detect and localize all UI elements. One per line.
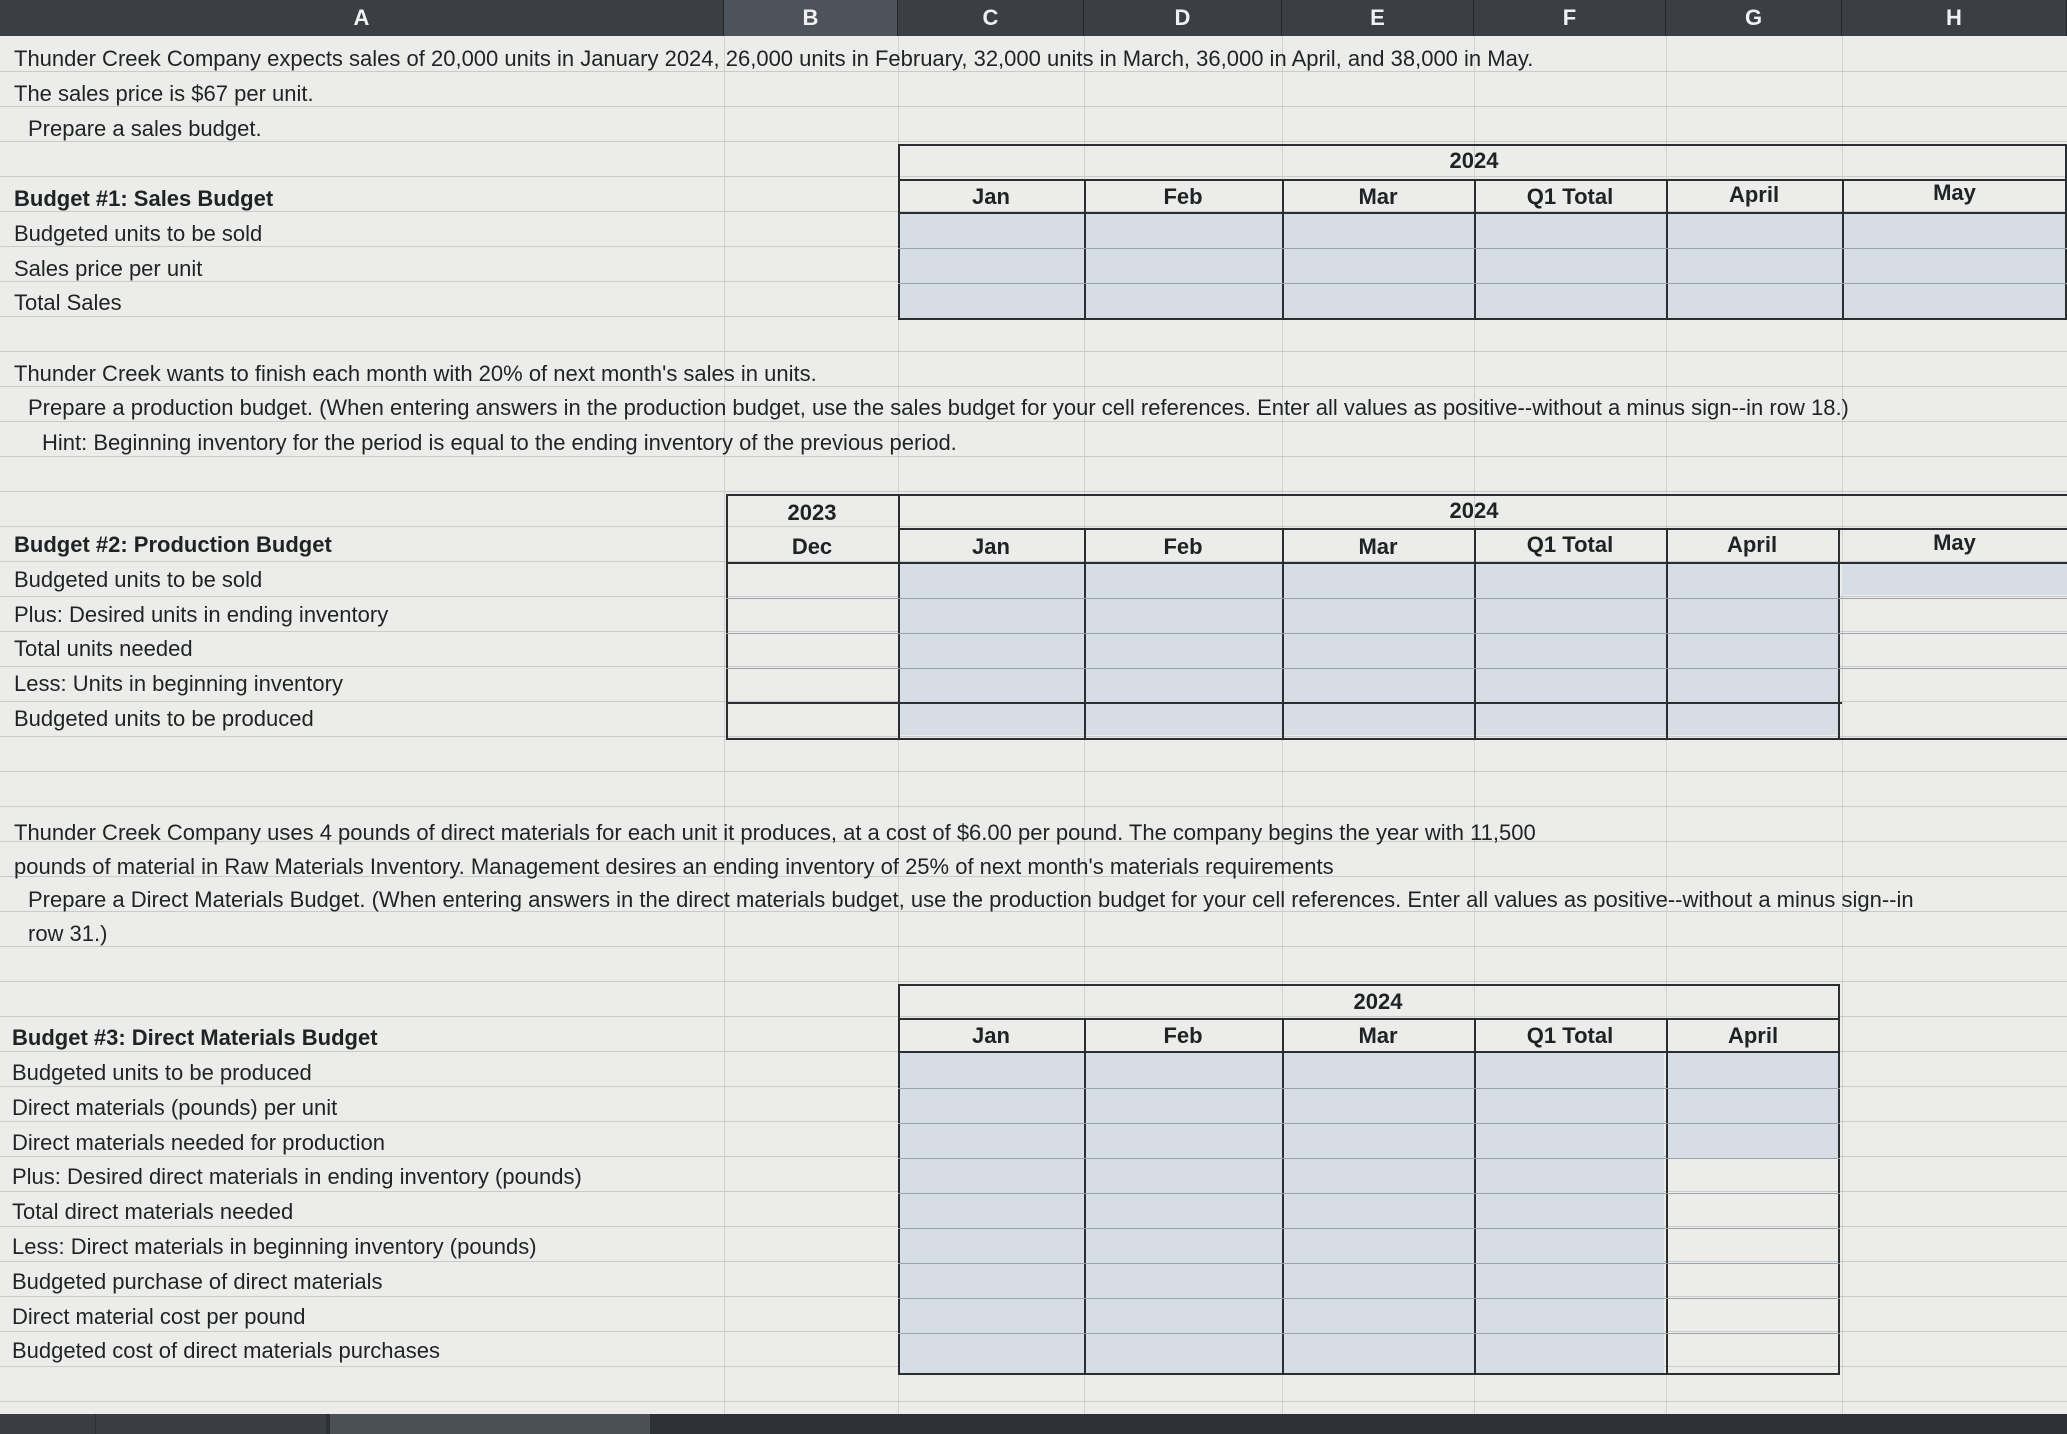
materials-col-mar: Mar (1358, 1023, 1398, 1048)
sales-col-april: April (1728, 182, 1780, 207)
column-header-e[interactable]: E (1282, 0, 1474, 36)
column-header-h[interactable]: H (1842, 0, 2067, 36)
sheet-tab-bar (0, 1414, 2067, 1434)
materials-intro-line2: pounds of material in Raw Materials Inventory. Management desires an ending inventory of 25% of next month's materials requirements (14, 854, 1334, 879)
production-intro-instruction: Prepare a production budget. (When entering answers in the production budget, use the sales budget for your cell references. Enter all values as positive--without a minus sign--in row 18.) (28, 395, 1849, 420)
production-row-ending-inventory: Plus: Desired units in ending inventory (14, 602, 389, 627)
production-intro-hint: Hint: Beginning inventory for the period is equal to the ending inventory of the previous period. (42, 430, 957, 455)
column-header-a[interactable]: A (0, 0, 724, 36)
production-col-q1-total: Q1 Total (1526, 532, 1614, 557)
sheet-tab-2[interactable] (96, 1414, 326, 1434)
materials-intro-instruction: Prepare a Direct Materials Budget. (When entering answers in the direct materials budget, use the production budget for your cell references. Enter all values as positive--without a minus sign--in (28, 887, 1914, 912)
materials-col-feb: Feb (1163, 1023, 1203, 1048)
materials-row-total-needed: Total direct materials needed (12, 1199, 294, 1224)
production-col-feb: Feb (1163, 534, 1203, 559)
column-header-f[interactable]: F (1474, 0, 1666, 36)
materials-intro-line1: Thunder Creek Company uses 4 pounds of direct materials for each unit it produces, at a cost of $6.00 per pound. The company begins the year with 11,500 (14, 820, 1536, 845)
materials-row-beginning-inventory: Less: Direct materials in beginning inventory (pounds) (12, 1234, 537, 1259)
sales-col-may: May (1933, 180, 1976, 205)
sales-intro-line2: The sales price is $67 per unit. (14, 81, 314, 106)
sales-row-price: Sales price per unit (14, 256, 203, 281)
materials-row-cost-of-purchases: Budgeted cost of direct materials purchases (12, 1338, 441, 1363)
sales-row-total: Total Sales (14, 290, 122, 315)
sales-intro-line1: Thunder Creek Company expects sales of 20,000 units in January 2024, 26,000 units in February, 32,000 units in March, 36,000 in April, and 38,000 in May. (14, 46, 1534, 71)
production-col-april: April (1726, 532, 1778, 557)
materials-row-cost-per-pound: Direct material cost per pound (12, 1304, 306, 1329)
sales-budget-title: Budget #1: Sales Budget (14, 186, 274, 211)
materials-col-jan: Jan (972, 1023, 1010, 1048)
materials-col-april: April (1727, 1023, 1779, 1048)
sheet-tab-3[interactable] (330, 1414, 650, 1434)
column-header-bar (0, 0, 2067, 36)
materials-row-needed-for-production: Direct materials needed for production (12, 1130, 385, 1155)
production-col-may: May (1933, 530, 1976, 555)
column-header-c[interactable]: C (898, 0, 1084, 36)
materials-row-ending-inventory: Plus: Desired direct materials in ending inventory (pounds) (12, 1164, 582, 1189)
production-col-mar: Mar (1358, 534, 1398, 559)
production-intro-line1: Thunder Creek wants to finish each month with 20% of next month's sales in units. (14, 361, 817, 386)
sheet-tab-1[interactable] (0, 1414, 95, 1434)
production-prev-year: 2023 (787, 500, 837, 525)
sales-row-units: Budgeted units to be sold (14, 221, 263, 246)
materials-intro-instruction-cont: row 31.) (28, 921, 108, 946)
materials-budget-year: 2024 (1353, 989, 1403, 1014)
column-header-d[interactable]: D (1084, 0, 1282, 36)
sales-col-mar: Mar (1358, 184, 1398, 209)
sales-col-jan: Jan (972, 184, 1010, 209)
production-col-dec: Dec (791, 534, 833, 559)
materials-col-q1-total: Q1 Total (1526, 1023, 1614, 1048)
materials-row-budgeted-purchase: Budgeted purchase of direct materials (12, 1269, 383, 1294)
materials-row-pounds-per-unit: Direct materials (pounds) per unit (12, 1095, 338, 1120)
production-row-beginning-inventory: Less: Units in beginning inventory (14, 671, 343, 696)
sales-budget-year: 2024 (1449, 148, 1499, 173)
production-budget-title: Budget #2: Production Budget (14, 532, 332, 557)
production-row-units-produced: Budgeted units to be produced (14, 706, 314, 731)
materials-budget-title: Budget #3: Direct Materials Budget (12, 1025, 378, 1050)
sales-intro-instruction: Prepare a sales budget. (28, 116, 262, 141)
sales-col-q1-total: Q1 Total (1526, 184, 1614, 209)
column-header-g[interactable]: G (1666, 0, 1842, 36)
sales-col-feb: Feb (1163, 184, 1203, 209)
production-col-jan: Jan (972, 534, 1010, 559)
column-header-b[interactable]: B (724, 0, 898, 36)
production-row-units-sold: Budgeted units to be sold (14, 567, 263, 592)
production-row-total-needed: Total units needed (14, 636, 193, 661)
materials-row-units-produced: Budgeted units to be produced (12, 1060, 312, 1085)
production-budget-year: 2024 (1449, 498, 1499, 523)
